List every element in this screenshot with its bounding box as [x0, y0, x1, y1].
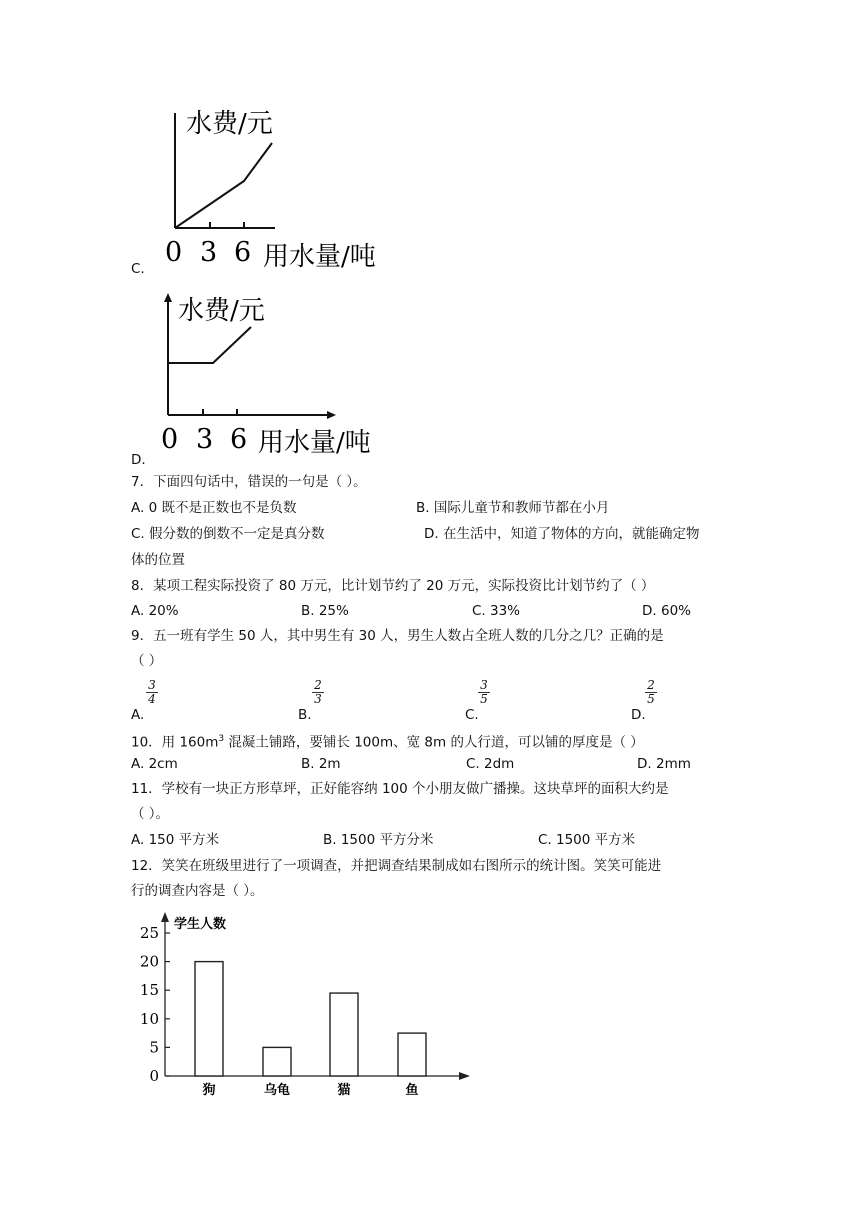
q8-option-d: D. 60%	[642, 603, 691, 619]
q11-option-b: B. 1500 平方分米	[323, 832, 434, 848]
chart-y-tick-label: 15	[139, 981, 159, 1000]
q8-stem: 8．某项工程实际投资了 80 万元，比计划节约了 20 万元，实际投资比计划节约了（ ）	[131, 578, 655, 594]
chart-bar	[195, 962, 223, 1076]
chart-category-label: 鱼	[405, 1083, 419, 1098]
fraction-denominator: 3	[314, 692, 322, 706]
graph-c-tick-3-label: 3	[200, 237, 218, 268]
q8-option-b: B. 25%	[301, 603, 349, 619]
q10-superscript: 3	[218, 734, 225, 744]
chart-ylabel: 学生人数	[174, 917, 227, 932]
q9-option-a-fraction	[146, 680, 158, 705]
q9-option-c-fraction	[478, 680, 490, 705]
q12-stem-cont: 行的调查内容是（ ）。	[131, 883, 264, 899]
fraction-numerator: 2	[314, 678, 322, 692]
fraction-numerator: 3	[148, 678, 156, 692]
chart-bar	[398, 1033, 426, 1076]
q7-stem: 7．下面四句话中，错误的一句是（ ）。	[131, 474, 367, 490]
q7-option-d-cont: 体的位置	[131, 552, 185, 568]
option-d-label: D.	[131, 452, 146, 468]
graph-c-tick-6-label: 6	[234, 237, 252, 268]
q11-stem: 11．学校有一块正方形草坪，正好能容纳 100 个小朋友做广播操。这块草坪的面积大约是	[131, 781, 669, 797]
fraction-numerator: 3	[480, 678, 488, 692]
chart-bar	[263, 1047, 291, 1076]
graph-c-tick-0-label: 0	[165, 237, 183, 268]
q7-option-a: A. 0 既不是正数也不是负数	[131, 500, 297, 516]
graph-d-xlabel: 用水量/吨	[258, 428, 371, 458]
graph-d-ylabel: 水费/元	[178, 296, 265, 326]
q9-option-a-label: A.	[131, 707, 145, 723]
q9-stem: 9．五一班有学生 50 人，其中男生有 30 人，男生人数占全班人数的几分之几？正确的是	[131, 628, 664, 644]
chart-x-arrow	[459, 1072, 470, 1080]
q8-option-c: C. 33%	[472, 603, 521, 619]
graph-d-tick-6-label: 6	[230, 424, 248, 455]
chart-y-arrow	[161, 912, 169, 922]
q10-stem-post: 混凝土铺路，要铺长 100m、宽 8m 的人行道，可以铺的厚度是（ ）	[224, 734, 644, 751]
graph-d-x-arrow	[327, 411, 336, 419]
chart-y-tick-label: 0	[149, 1067, 159, 1085]
graph-d-tick-3-label: 3	[196, 424, 214, 455]
q7-option-c: C. 假分数的倒数不一定是真分数	[131, 526, 325, 542]
chart-y-tick-label: 25	[139, 924, 159, 942]
q10-stem-pre: 10．用 160m	[131, 734, 219, 751]
q11-option-a: A. 150 平方米	[131, 832, 220, 848]
fraction-denominator: 5	[480, 692, 488, 706]
q10-option-d: D. 2mm	[637, 756, 691, 772]
graph-d-y-arrow	[164, 293, 172, 302]
bar-chart	[130, 908, 480, 1103]
q9-option-b-fraction	[312, 680, 324, 705]
q12-stem: 12．笑笑在班级里进行了一项调查，并把调查结果制成如右图所示的统计图。笑笑可能进	[131, 858, 662, 874]
q9-stem-cont: （ ）	[131, 653, 163, 669]
q9-option-d-fraction	[645, 680, 657, 705]
q9-option-d-label: D.	[631, 707, 646, 723]
graph-c-ylabel: 水费/元	[186, 109, 273, 139]
chart-y-tick-label: 5	[149, 1038, 159, 1057]
q10-option-b: B. 2m	[301, 756, 341, 772]
chart-category-label: 猫	[337, 1083, 351, 1098]
q9-option-b-label: B.	[298, 707, 312, 723]
chart-y-tick-label: 10	[139, 1009, 159, 1028]
graph-c-line	[175, 143, 272, 228]
q11-option-c: C. 1500 平方米	[538, 832, 636, 848]
q9-option-c-label: C.	[465, 707, 479, 723]
q10-option-a: A. 2cm	[131, 756, 178, 772]
graph-d-tick-0-label: 0	[161, 424, 179, 455]
graph-d	[152, 290, 402, 462]
fraction-numerator: 2	[647, 678, 655, 692]
q10-stem	[131, 730, 644, 752]
q8-option-a: A. 20%	[131, 603, 179, 619]
q7-option-d: D. 在生活中，知道了物体的方向，就能确定物	[424, 526, 700, 542]
fraction-denominator: 5	[647, 692, 655, 706]
chart-y-tick-label: 20	[139, 952, 159, 971]
graph-d-line	[168, 327, 251, 363]
chart-bar	[330, 993, 358, 1076]
q7-option-b: B. 国际儿童节和教师节都在小月	[416, 500, 610, 516]
q11-stem-cont: （ ）。	[131, 806, 170, 822]
option-c-label: C.	[131, 261, 145, 277]
fraction-denominator: 4	[148, 692, 156, 706]
graph-c-xlabel: 用水量/吨	[263, 242, 376, 272]
chart-category-label: 乌龟	[263, 1083, 291, 1098]
q10-option-c: C. 2dm	[466, 756, 515, 772]
chart-category-label: 狗	[202, 1083, 216, 1098]
graph-c	[160, 103, 410, 273]
